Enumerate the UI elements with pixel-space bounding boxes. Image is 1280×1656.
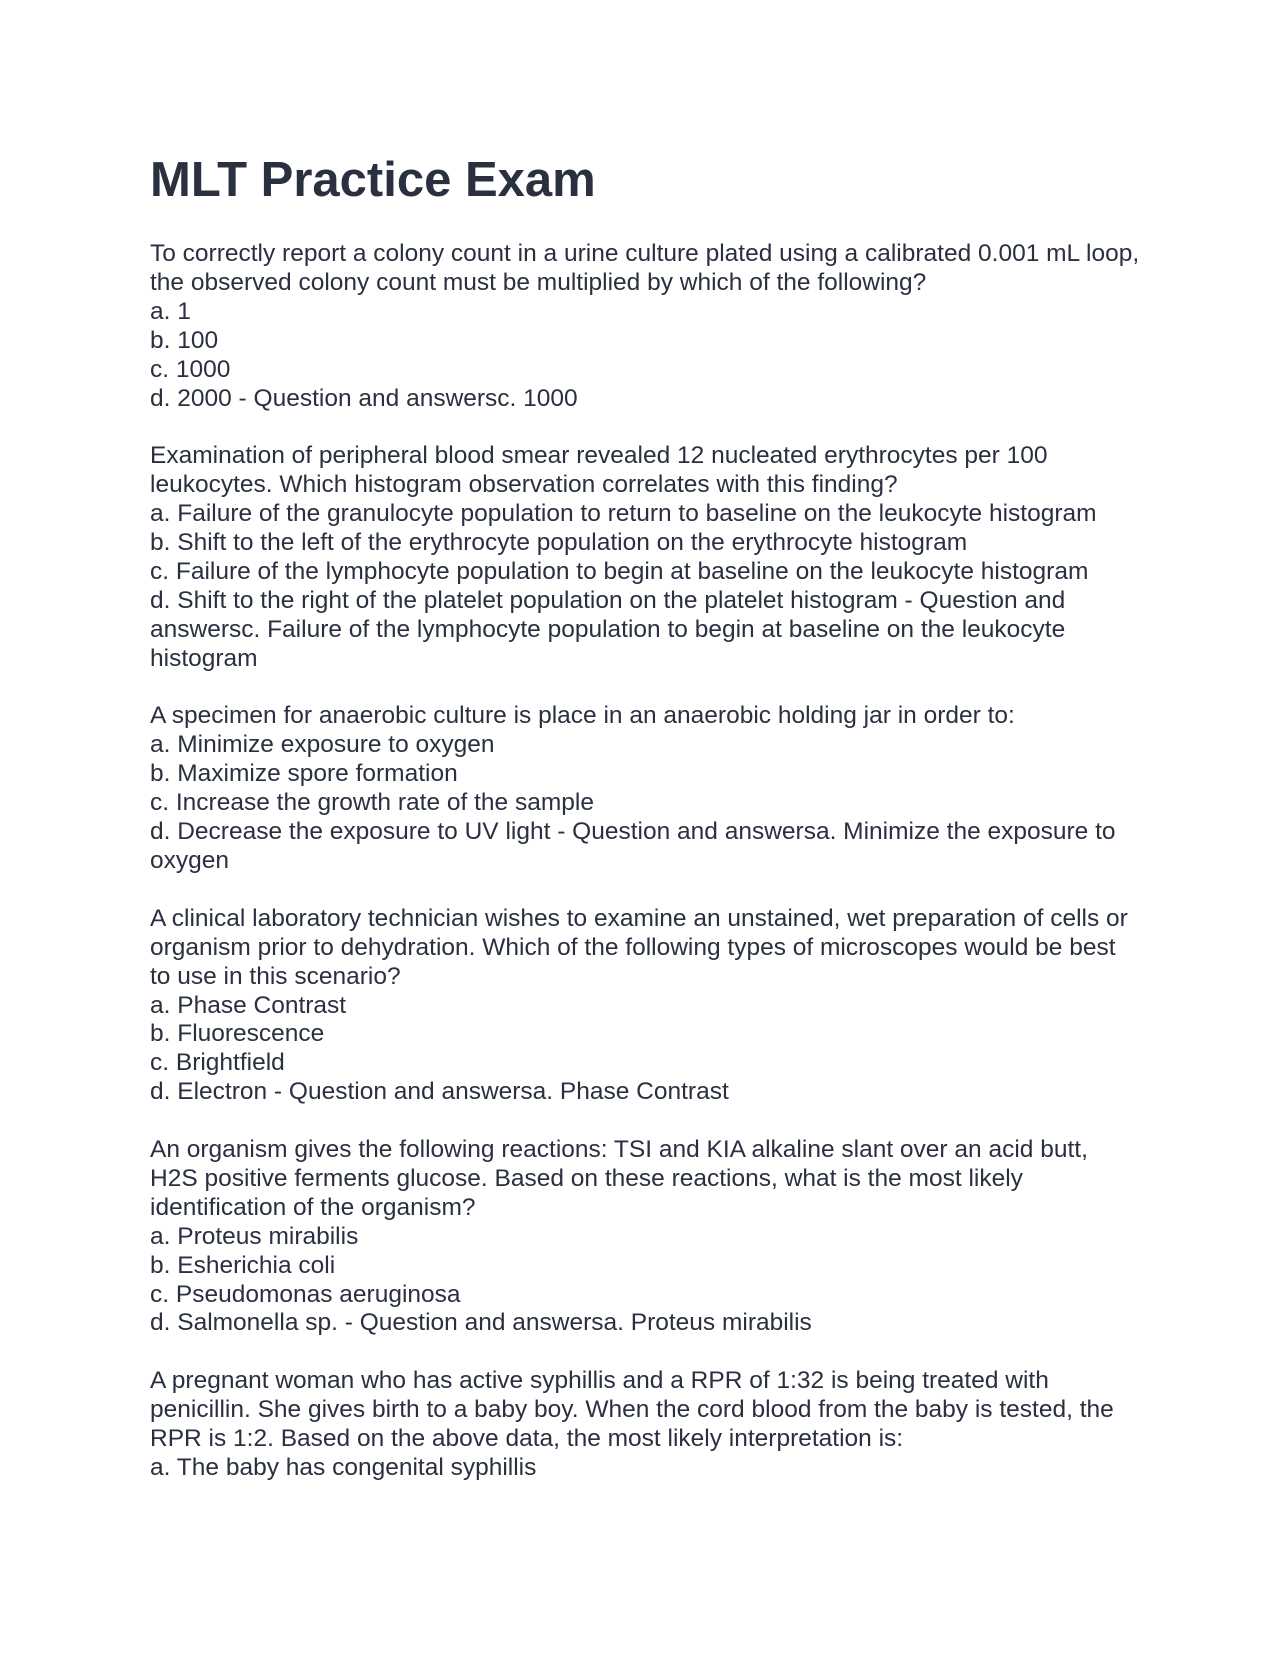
question-block — [150, 905, 1140, 1107]
answer-option: c. Pseudomonas aeruginosa — [150, 1280, 461, 1308]
answer-option: a. 1 — [150, 297, 191, 325]
answer-option: a. Minimize exposure to oxygen — [150, 731, 495, 759]
answer-option: a. Failure of the granulocyte population to return to baseline on the leukocyte histogram — [150, 500, 1097, 528]
answer-option: c. Failure of the lymphocyte population to begin at baseline on the leukocyte histogram — [150, 557, 1089, 585]
question-block — [150, 442, 1140, 673]
question-text: An organism gives the following reactions: TSI and KIA alkaline slant over an acid butt, H2S positive ferments glucose. Based on these reactions, what is the most likely identification of the organism? — [150, 1136, 1088, 1221]
question-text: A specimen for anaerobic culture is place in an anaerobic holding jar in order to: — [150, 702, 1015, 730]
question-block — [150, 1136, 1140, 1338]
answer-option-with-key: d. 2000 - Question and answersc. 1000 — [150, 384, 578, 412]
question-block — [150, 240, 1140, 413]
question-text: A pregnant woman who has active syphillis and a RPR of 1:32 is being treated with penicillin. She gives birth to a baby boy. When the cord blood from the baby is tested, the RPR is 1:2. Based on the above data, the most likely interpretation is: — [150, 1367, 1114, 1453]
question-text: Examination of peripheral blood smear revealed 12 nucleated erythrocytes per 100 leukocytes. Which histogram observation correlates with this finding? — [150, 442, 1048, 499]
answer-option: b. Esherichia coli — [150, 1251, 336, 1279]
question-block — [150, 1367, 1140, 1483]
question-text: A clinical laboratory technician wishes to examine an unstained, wet preparation of cells or organism prior to dehydration. Which of the following types of microscopes would be best to use in this scenario? — [150, 904, 1128, 990]
answer-option: c. Increase the growth rate of the sample — [150, 789, 594, 817]
answer-option: b. Fluorescence — [150, 1020, 325, 1048]
answer-option: a. Proteus mirabilis — [150, 1222, 359, 1250]
answer-option-with-key: d. Salmonella sp. - Question and answersa. Proteus mirabilis — [150, 1309, 812, 1337]
answer-option: c. 1000 — [150, 355, 231, 383]
page-title: MLT Practice Exam — [150, 153, 596, 207]
answer-option: c. Brightfield — [150, 1049, 285, 1077]
answer-option: a. The baby has congenital syphillis — [150, 1453, 537, 1481]
answer-option-with-key: d. Decrease the exposure to UV light - Question and answersa. Minimize the exposure to oxygen — [150, 818, 1116, 874]
answer-option-with-key: d. Electron - Question and answersa. Phase Contrast — [150, 1078, 729, 1106]
question-block — [150, 702, 1140, 875]
answer-option-with-key: d. Shift to the right of the platelet population on the platelet histogram - Question and answersc. Failure of the lymphocyte population to begin at baseline on the leukocyte histogram — [150, 586, 1066, 672]
question-text: To correctly report a colony count in a urine culture plated using a calibrated 0.001 mL loop, the observed colony count must be multiplied by which of the following? — [150, 240, 1140, 296]
answer-option: b. Maximize spore formation — [150, 760, 458, 788]
answer-option: b. Shift to the left of the erythrocyte population on the erythrocyte histogram — [150, 529, 968, 557]
answer-option: b. 100 — [150, 326, 219, 354]
answer-option: a. Phase Contrast — [150, 991, 347, 1019]
document-page — [150, 148, 1140, 1512]
